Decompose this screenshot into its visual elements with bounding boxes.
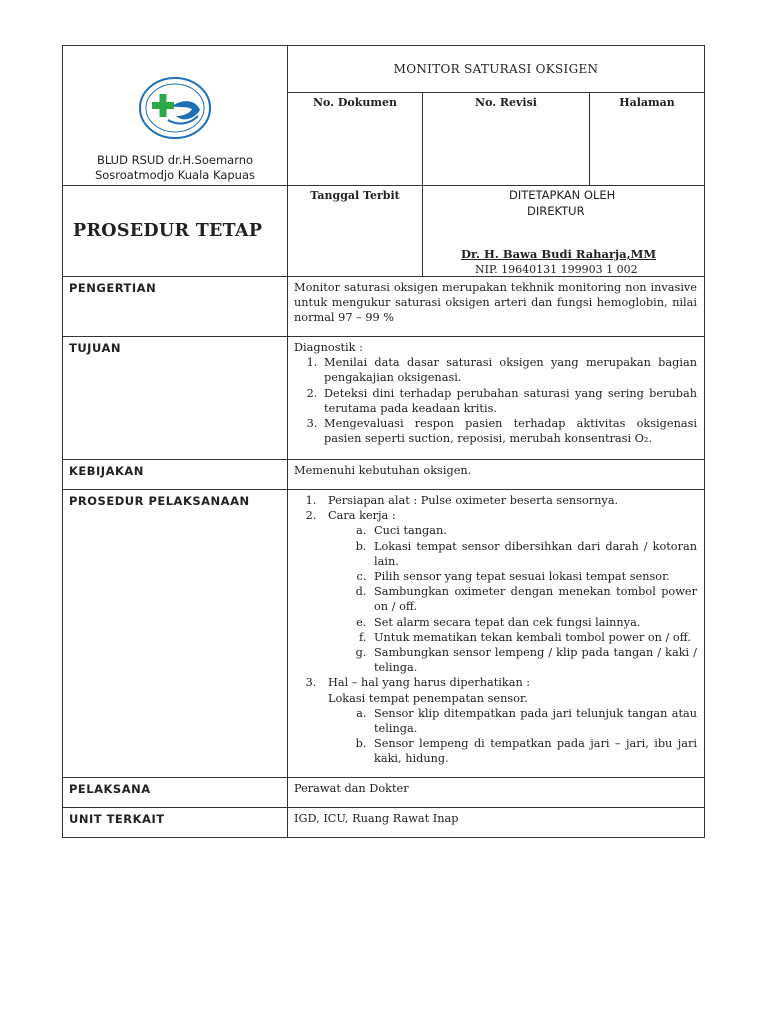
section-text: Perawat dan Dokter [294,782,409,795]
approval-block [423,186,704,276]
document-meta [288,93,704,186]
step-subtext: Lokasi tempat penempatan sensor. [328,691,528,705]
tujuan-list [294,355,697,446]
list-item: g. Sambungkan sensor lempeng / klip pada tangan / kaki / telinga. [370,645,697,675]
header-row [63,46,704,186]
section-prosedur [63,490,704,778]
section-label: PENGERTIAN [63,277,288,336]
section-content [288,337,704,459]
section-kebijakan [63,460,704,490]
step-text: Hal – hal yang harus diperhatikan : [328,676,531,690]
issue-date-label: Tanggal Terbit [288,186,423,276]
tujuan-intro: Diagnostik : [294,341,363,354]
set-by-line1: DITETAPKAN OLEH [509,188,616,202]
list-item: a. Cuci tangan. [370,523,697,538]
hospital-name [95,153,255,183]
section-text: Memenuhi kebutuhan oksigen. [294,464,472,477]
set-by-line2: DIREKTUR [527,204,585,218]
section-label: KEBIJAKAN [63,460,288,489]
list-item: a. Sensor klip ditempatkan pada jari telunjuk tangan atau telinga. [370,706,697,736]
section-pelaksana [63,778,704,808]
section-tujuan [63,337,704,460]
section-text: IGD, ICU, Ruang Rawat Inap [294,812,459,825]
sop-document [62,45,705,838]
procedure-step [320,508,697,675]
director-name: Dr. H. Bawa Budi Raharja,MM [461,247,657,261]
section-label: UNIT TERKAIT [63,808,288,837]
hospital-logo-icon [138,76,212,140]
notes-list [328,706,697,767]
page-label: Halaman [619,96,675,109]
list-item: b. Sensor lempeng di tempatkan pada jari – jari, ibu jari kaki, hidung. [370,736,697,766]
procedure-step [320,675,697,766]
section-label: TUJUAN [63,337,288,459]
list-item: f. Untuk mematikan tekan kembali tombol power on / off. [370,630,697,645]
section-pengertian [63,277,704,337]
list-item: 2. Deteksi dini terhadap perubahan saturasi yang sering berubah terutama pada keadaan kritis. [321,386,697,416]
section-label: PELAKSANA [63,778,288,807]
list-item: 1. Menilai data dasar saturasi oksigen yang merupakan bagian pengakajian oksigenasi. [321,355,697,385]
section-unit-terkait [63,808,704,837]
hospital-name-line2: Sosroatmodjo Kuala Kapuas [94,168,256,182]
list-item: 3. Mengevaluasi respon pasien terhadap aktivitas oksigenasi pasien seperti suction, reposisi, merubah konsentrasi O₂. [321,416,697,446]
work-steps [328,523,697,675]
protap-heading: PROSEDUR TETAP [63,186,288,276]
section-text: Monitor saturasi oksigen merupakan tekhnik monitoring non invasive untuk mengukur saturasi oksigen arteri dan fungsi hemoglobin, nilai normal 97 – 99 % [294,281,697,325]
hospital-cell [63,46,288,185]
protap-row [63,186,704,277]
procedure-step [320,493,697,508]
director-nip: NIP. 19640131 199903 1 002 [475,263,638,276]
procedure-steps [294,493,697,767]
section-content [288,490,704,777]
step-text: Persiapan alat : Pulse oximeter beserta sensornya. [328,494,619,507]
revision-label: No. Revisi [423,93,590,186]
title-cell [288,46,704,185]
document-title: MONITOR SATURASI OKSIGEN [288,46,704,93]
hospital-name-line1: BLUD RSUD dr.H.Soemarno [96,153,254,167]
issue-block [288,186,704,276]
doc-number-label: No. Dokumen [288,93,423,186]
list-item: c. Pilih sensor yang tepat sesuai lokasi tempat sensor. [370,569,697,584]
step-text: Cara kerja : [328,509,396,523]
list-item: e. Set alarm secara tepat dan cek fungsi lainnya. [370,615,697,630]
issue-cell [288,186,704,276]
list-item: d. Sambungkan oximeter dengan menekan tombol power on / off. [370,584,697,614]
section-label: PROSEDUR PELAKSANAAN [63,490,288,777]
list-item: b. Lokasi tempat sensor dibersihkan dari darah / kotoran lain. [370,539,697,569]
